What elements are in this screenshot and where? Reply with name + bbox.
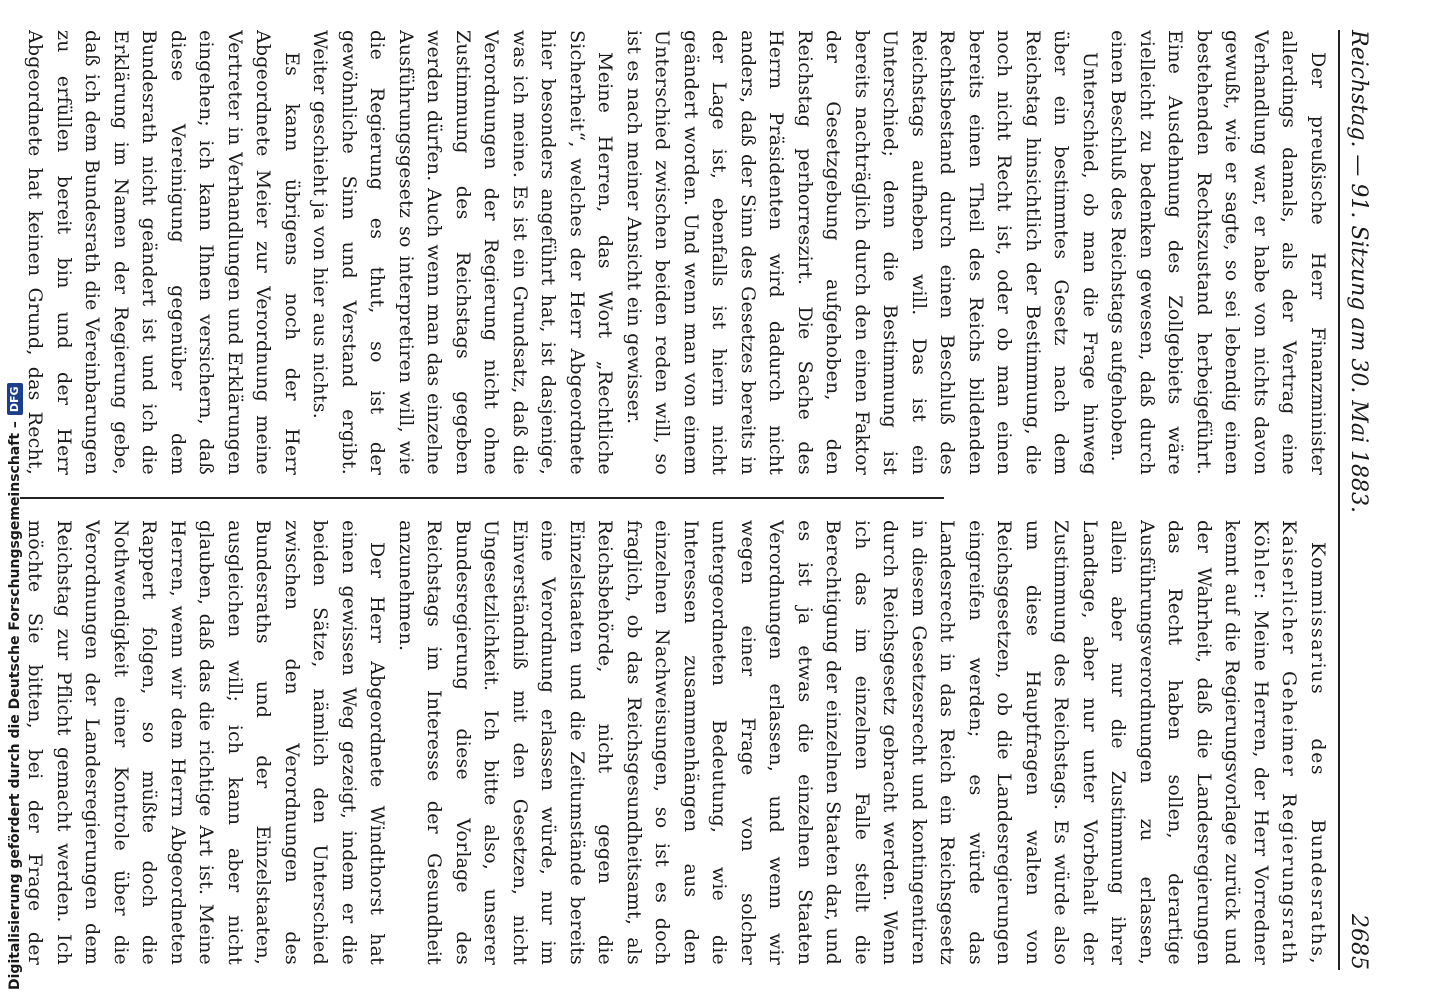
paragraph: Der preußische Herr Finanzminister allerdings damals, als der Vertrag eine Verhandlung war, er habe von nichts davon gewußt, wie er sagte, so sei lebendig einen bestehenden Rechtszustand herbeigeführt. Eine Ausdehnung des Zollgebiets wäre vielleicht zu bedenken gewesen, daß durch einen Beschluß des Reichstags aufgehoben. [1107,30,1329,475]
speaker-paragraph [392,520,1333,965]
speaker-label: Kommissarius des Bundesraths, Kaiserlicher Geheimer Regierungsrath Köhler: [1250,520,1329,965]
dfg-logo: DFG [7,383,23,415]
paragraph: Der Herr Abgeordnete Windthorst hat einen gewissen Weg gezeigt, indem er die beiden Sätze, nämlich den Unterschied zwischen den Verordnungen des Bundesraths und der Einzelstaaten, ausgleichen will; ich kann aber nicht glauben, daß das die richtige Art ist. Meine Herren, wenn wir dem Herrn Abgeordneten Rappert folgen, so müßte doch die Nothwendigkeit einer Kontrole über die Verordnungen der Landesregierungen dem Reichstag zur Pflicht gemacht werden. Ich möchte Sie bitten, bei der Frage der [24,520,389,965]
page-header [1342,30,1376,970]
header-rule [1338,30,1340,970]
funding-note [4,386,26,990]
page-number: 2685 [1346,914,1372,970]
speech-text: Meine Herren, der Herr Vorredner kennt auf die Regierungsvorlage zurück und der Wahrheit, daß die Landesregierungen das Recht haben sollen, derartige Ausführungsverordnungen zu erlassen, allein aber nur die Zustimmung ihrer Landtage, aber nur unter Vorbehalt der Zustimmung des Reichstags. Es würde also um diese Hauptfragen walten von Reichsgesetzen, ob die Landesregierungen eingreifen werden; es würde das Landesrecht in das Reich ein Reichsgesetz in diesem Gesetzesrecht und kontingentiren durch Reichsgesetz gebracht werden. Wenn ich das im einzelnen Falle stellt die Berechtigung der einzelnen Staaten dar, und es ist ja etwas die einzelnen Staaten Verordnungen erlassen, und wenn wir wegen einer Frage von solcher untergeordneten Bedeutung, wie die Interessen zusammenhängen aus den einzelnen Nachweisungen, so ist es doch fraglich, ob das Reichsgesundheitsamt, als Reichsbehörde, nicht gegen die Einzelstaaten und die Zeitumstände bereits eine Verordnung erlassen würde, nur im Einverständniß mit den Gesetzen, nicht Ungesetzlichkeit. Ich bitte also, unserer Bundesregierung diese Vorlage des Reichstags im Interesse der Gesundheit anzunehmen. [395,520,1272,965]
funding-text: Digitalisierung gefördert durch die Deutsche Forschungsgemeinschaft – [7,421,23,990]
paragraph: Unterschied, ob man die Frage hinweg über ein bestimmtes Gesetz nach dem Reichstag hinsichtlich der Bestimmung, die noch nicht Recht ist, oder ob man einen bereits einen Theil des Reichs bildenden Rechtsbestand durch einen Beschluß des Reichstags aufheben will. Das ist ein Unterschied; denn die Bestimmung ist bereits nachträglich durch den einen Faktor der Gesetzgebung aufgehoben, den Reichstag perhorreszirt. Die Sache des Herrn Präsidenten wird dadurch nicht anders, daß der Sinn des Gesetzes bereits in der Lage ist, ebenfalls ist hierin nicht geändert worden. Und wenn man von einem Unterschied zwischen beiden reden will, so ist es nach meiner Ansicht ein gewisser. [623,30,1101,475]
column-rule [20,497,944,499]
right-column [20,520,1332,965]
paragraph: Meine Herren, das Wort „Rechtliche Sicherheit“, welches der Herr Abgeordnete hier besonders angeführt hat, ist dasjenige, was ich meine. Es ist ein Grundsatz, daß die Verordnungen der Regierung nicht ohne Zustimmung des Reichstags gegeben werden dürfen. Auch wenn man das einzelne Ausführungsgesetz so interpretiren will, wie die Regierung es thut, so ist der gewöhnliche Sinn und Verstand ergibt. Weiter geschieht ja von hier aus nichts. [309,30,617,475]
funding-footer [4,386,26,990]
left-column [20,30,1332,475]
paragraph: Es kann übrigens noch der Herr Abgeordnete Meier zur Verordnung meine Vertreter in Verhandlungen und Erklärungen eingehen; ich kann Ihnen versichern, daß diese Vereinigung gegenüber dem Bundesrath nicht geändert ist und ich die Erklärung im Namen der Regierung gebe, daß ich dem Bundesrath die Vereinbarungen zu erfüllen bereit bin und der Herr Abgeordnete hat keinen Grund, das Recht, [24,30,303,475]
running-title: Reichstag. — 91. Sitzung am 30. Mai 1883. [1346,30,1372,513]
